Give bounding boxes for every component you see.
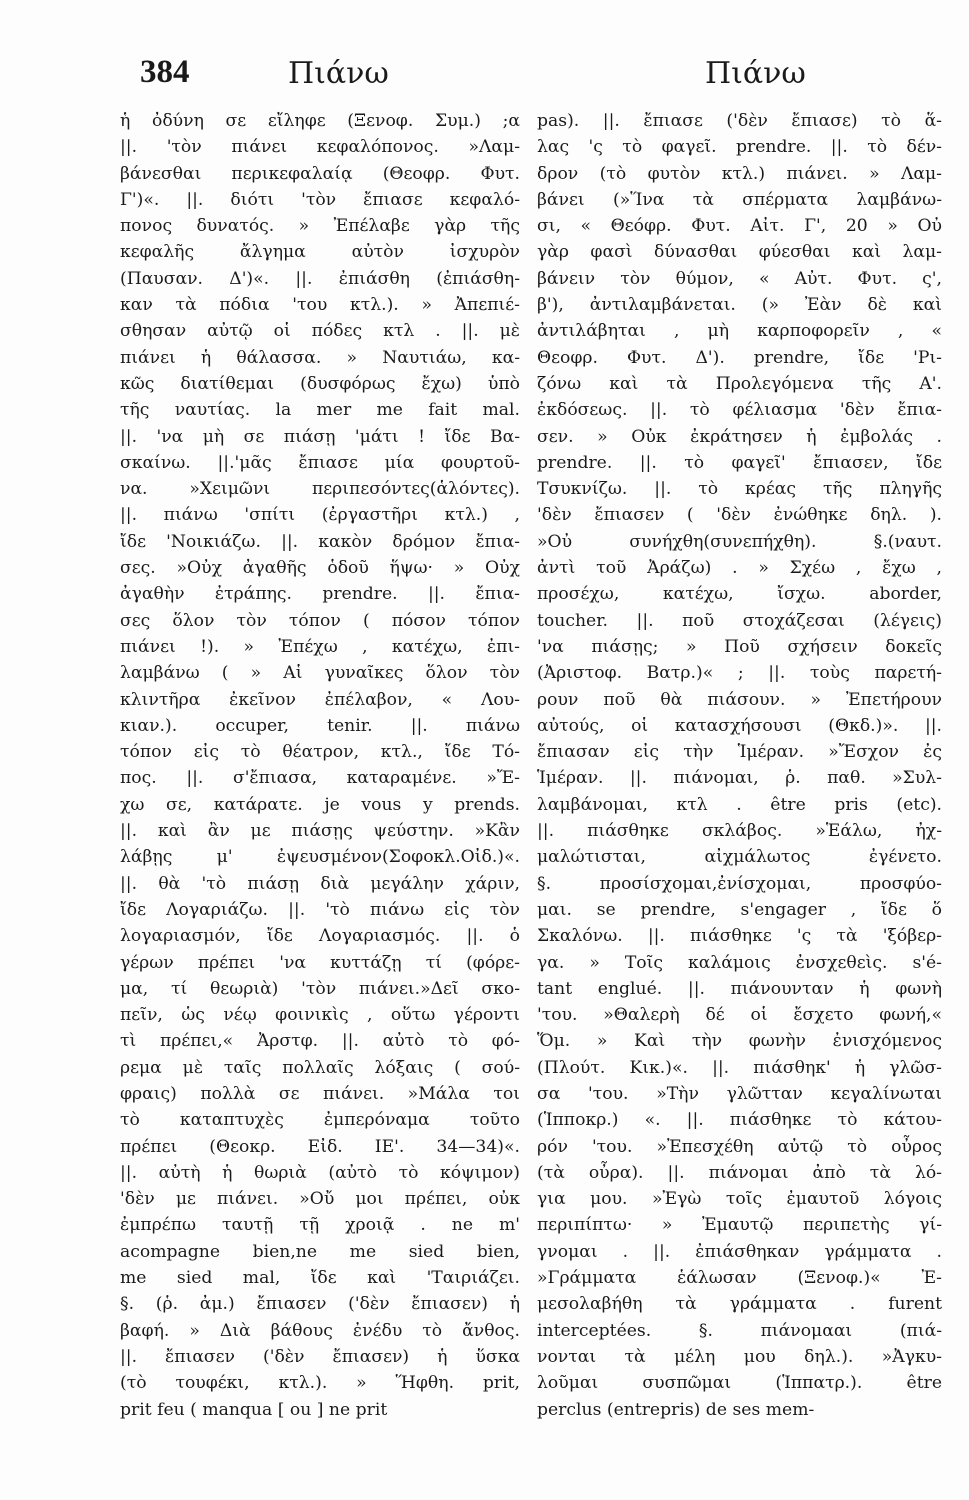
text-line: Σκαλόνω. ||. πιάσθηκε 'ς τὰ 'ξόβερ-	[537, 926, 942, 947]
page-number: 384	[140, 54, 190, 90]
text-line: λογαριασμόν, ἴδε Λογαριασμός. ||. ὁ	[120, 926, 520, 947]
text-line: acompagne bien,ne me sied bien,	[120, 1241, 520, 1262]
text-line: Γ')«. ||. διότι 'τὸν ἔπιασε κεφαλό-	[120, 189, 520, 210]
text-line: prit feu ( manqua [ ou ] ne prit	[120, 1399, 388, 1420]
text-line: καν τὰ πόδια 'του κτλ.). » Ἀπεπιέ-	[120, 295, 520, 316]
text-line: για μου. »Ἐγὼ τοῖς ἐμαυτοῦ λόγοις	[537, 1189, 942, 1210]
text-line: ||. 'να μὴ σε πιάσῃ 'μάτι ! ἴδε Βα-	[120, 426, 520, 447]
text-line: ||. ἔπιασεν ('δὲν ἔπιασεν) ἡ ὕσκα	[120, 1346, 520, 1367]
text-line: tant englué. ||. πιάνουνταν ἡ φωνὴ	[537, 978, 942, 999]
text-line: 'να πιάσῃς; » Ποῦ σχήσειν δοκεῖς	[537, 636, 942, 657]
text-line: σεν. » Οὐκ ἐκράτησεν ἡ ἐμβολάς .	[537, 426, 942, 447]
text-line: μεσολαβήθη τὰ γράμματα . furent	[537, 1294, 942, 1315]
text-line: (Ἱπποκρ.) «. ||. πιάσθηκε τὸ κάτου-	[537, 1110, 942, 1131]
text-line: ||. θὰ 'τὸ πιάσῃ διὰ μεγάλην χάριν,	[120, 873, 520, 894]
text-line: χω σε, κατάρατε. je vous y prends.	[120, 794, 520, 815]
text-line: ||. 'τὸν πιάνει κεφαλόπονος. »Λαμ-	[120, 137, 520, 158]
text-line: τῆς ναυτίας. la mer me fait mal.	[120, 400, 520, 421]
text-line: ἡ ὀδύνη σε εἴληφε (Ξενοφ. Συμ.) ;α	[120, 111, 520, 131]
text-line: λαμβάνομαι, κτλ . être pris (etc).	[537, 794, 942, 815]
text-line: ||. πιάνω 'σπίτι (ἐργαστῆρι κτλ.) ,	[120, 505, 520, 526]
text-line: γὰρ φασὶ δύνασθαι φύεσθαι καὶ λαμ-	[537, 242, 942, 263]
text-line: βαφή. » Διὰ βάθους ἐνέδυ τὸ ἄνθος.	[120, 1320, 520, 1341]
text-line: ρόν 'του. »Ἐπεσχέθη αὐτῷ τὸ οὖρος	[537, 1136, 942, 1157]
text-line: πρέπει (Θεοκρ. Εἰδ. ΙΕ'. 34—34)«.	[120, 1136, 520, 1157]
text-line: κεφαλῆς ἄλγημα αὐτὸν ἰσχυρὸν	[120, 242, 520, 263]
text-line: νονται τὰ μέλη μου δηλ.). »Ἀγκυ-	[537, 1346, 942, 1367]
text-line: »Οὐ συνήχθη(συνεπήχθη). §.(ναυτ.	[537, 531, 942, 552]
text-line: λας 'ς τὸ φαγεῖ. prendre. ||. τὸ δέν-	[537, 137, 942, 158]
text-line: πιάνει !). » Ἐπέχω , κατέχω, ἐπι-	[120, 636, 520, 657]
text-line: κιαν.). occuper, tenir. ||. πιάνω	[120, 715, 520, 736]
text-line: Τσυκνίζω. ||. τὸ κρέας τῆς πληγῆς	[537, 479, 942, 500]
text-line: πιάνει ἡ θάλασσα. » Ναυτιάω, κα-	[120, 347, 520, 368]
text-line: τὶ πρέπει,« Ἀρστφ. ||. αὐτὸ τὸ φό-	[120, 1031, 520, 1052]
text-line: σες. »Οὐχ ἀγαθῆς ὁδοῦ ἥψω· » Οὐχ	[120, 558, 520, 579]
left-text-column	[120, 108, 520, 1423]
text-line: ἴδε 'Νοικιάζω. ||. κακὸν δρόμον ἔπια-	[120, 531, 520, 552]
text-line: pas). ||. ἔπιασε ('δὲν ἔπιασε) τὸ ἅ-	[537, 111, 942, 131]
text-line: ||. πιάσθηκε σκλάβος. »Ἑάλω, ἠχ-	[537, 821, 942, 842]
text-line: toucher. ||. ποῦ στοχάζεσαι (λέγεις)	[537, 610, 942, 631]
text-line: (Πλούτ. Κικ.)«. ||. πιάσθηκ' ἡ γλῶσ-	[537, 1057, 942, 1078]
text-line: μαι. se prendre, s'engager , ἴδε ὅ	[537, 899, 942, 920]
text-line: αὐτούς, οἱ κατασχήσουσι (Θκδ.)». ||.	[537, 715, 942, 736]
right-text-column	[537, 108, 942, 1423]
text-line: πος. ||. σ'ἔπιασα, καταραμένε. »Ἔ-	[120, 768, 520, 789]
left-running-headword: Πιάνω	[288, 56, 389, 91]
text-line: (Ἀριστοφ. Βατρ.)« ; ||. τοὺς παρετή-	[537, 663, 942, 684]
text-line: μα, τί θεωριὰ) 'τὸν πιάνει.»Δεῖ σκο-	[120, 978, 520, 999]
text-line: (τὸ τουφέκι, κτλ.). » Ἥφθη. prit,	[120, 1373, 520, 1394]
text-line: ρεμα μὲ ταῖς πολλαῖς λόξαις ( σού-	[120, 1057, 520, 1078]
text-line: 'του. »Θαλερὴ δέ οἱ ἔσχετο φωνή,«	[537, 1005, 942, 1026]
text-line: σθησαν αὐτῷ οἱ πόδες κτλ . ||. μὲ	[120, 321, 520, 342]
text-line: (Παυσαν. Δ')«. ||. ἐπιάσθη (ἐπιάσθη-	[120, 268, 520, 289]
text-line: Ἱμέραν. ||. πιάνομαι, ῥ. παθ. »Συλ-	[537, 768, 942, 789]
text-line: γα. » Τοῖς καλάμοις ἐνσχεθεὶς. s'é-	[537, 952, 942, 973]
text-line: σι, « Θεόφρ. Φυτ. Αἰτ. Γ', 20 » Οὐ	[537, 216, 942, 237]
text-line: λοῦμαι συσπῶμαι (Ἱππατρ.). être	[537, 1373, 942, 1394]
text-line: ἐμπρέπω ταυτῇ τῇ χροιᾷ . ne m'	[120, 1215, 520, 1236]
text-line: perclus (entrepris) de ses mem-	[537, 1399, 815, 1420]
text-line: βάνεσθαι περικεφαλαίᾳ (Θεοφρ. Φυτ.	[120, 163, 520, 184]
page-header	[140, 54, 929, 98]
text-line: λαμβάνω ( » Αἱ γυναῖκες ὅλον τὸν	[120, 663, 520, 684]
text-line: §. προσίσχομαι,ἐνίσχομαι, προσφύο-	[537, 873, 942, 894]
text-line: γνομαι . ||. ἐπιάσθηκαν γράμματα .	[537, 1241, 942, 1262]
text-line: ἐκδόσεως. ||. τὸ φέλιασμα 'δὲν ἔπια-	[537, 400, 942, 421]
text-line: βάνειν τὸν θύμον, « Αὐτ. Φυτ. ς',	[537, 268, 942, 289]
text-line: prendre. ||. τὸ φαγεῖ' ἔπιασεν, ἴδε	[537, 452, 942, 473]
text-line: τόπον εἰς τὸ θέατρον, κτλ., ἴδε Τό-	[120, 742, 520, 763]
text-line: να. »Χειμῶνι περιπεσόντες(ἁλόντες).	[120, 479, 520, 500]
text-line: προσέχω, κατέχω, ἴσχω. aborder,	[537, 584, 942, 605]
text-line: φραις) πολλὰ σε πιάνει. »Μάλα τοι	[120, 1083, 520, 1104]
text-line: Ὅμ. » Καὶ τὴν φωνὴν ἐνισχόμενος	[537, 1031, 942, 1052]
text-line: 'δὲν με πιάνει. »Οὔ μοι πρέπει, οὐκ	[120, 1189, 520, 1210]
text-line: ἔπιασαν εἰς τὴν Ἱμέραν. »Ἔσχον ἐς	[537, 742, 942, 763]
text-line: Θεοφρ. Φυτ. Δ'). prendre, ἴδε 'Ρι-	[537, 347, 942, 368]
text-line: πονος δυνατός. » Ἐπέλαβε γὰρ τῆς	[120, 216, 520, 237]
text-line: §. (ῥ. ἀμ.) ἔπιασεν ('δὲν ἔπιασεν) ἡ	[120, 1294, 520, 1315]
text-line: ζόνω καὶ τὰ Προλεγόμενα τῆς Α'.	[537, 373, 942, 394]
text-line: ρουν ποῦ θὰ πιάσουν. » Ἐπετήρουν	[537, 689, 942, 710]
text-line: σες ὅλον τὸν τόπον ( πόσον τόπον	[120, 610, 520, 631]
text-line: κῶς διατίθεμαι (δυσφόρως ἔχω) ὑπὸ	[120, 373, 520, 394]
text-line: σκαίνω. ||.'μᾶς ἔπιασε μία φουρτοῦ-	[120, 452, 520, 473]
text-line: δρον (τὸ φυτὸν κτλ.) πιάνει. » Λαμ-	[537, 163, 942, 184]
text-line: ἀντιλάβηται , μὴ καρποφορεῖν , «	[537, 321, 942, 342]
text-line: λάβῃς μ' ἐψευσμένον(Σοφοκλ.Οἰδ.)«.	[120, 847, 520, 868]
text-line: ἀντὶ τοῦ Ἀράζω) . » Σχέω , ἔχω ,	[537, 558, 942, 579]
text-line: βάνει (»Ἵνα τὰ σπέρματα λαμβάνω-	[537, 189, 942, 210]
text-line: β'), ἀντιλαμβάνεται. (» Ἐὰν δὲ καὶ	[537, 295, 942, 316]
text-line: (τὰ οὖρα). ||. πιάνομαι ἀπὸ τὰ λό-	[537, 1162, 942, 1183]
text-line: ἀγαθὴν ἐτράπης. prendre. ||. ἔπια-	[120, 584, 520, 605]
right-running-headword: Πιάνω	[705, 56, 806, 91]
text-line: interceptées. §. πιάνομααι (πιά-	[537, 1320, 942, 1341]
text-line: ἴδε Λογαριάζω. ||. 'τὸ πιάνω εἰς τὸν	[120, 899, 520, 920]
text-line: ||. καὶ ἂν με πιάσῃς ψεύστην. »Κἂν	[120, 821, 520, 842]
text-line: me sied mal, ἴδε καὶ 'Ταιριάζει.	[120, 1268, 520, 1289]
text-line: ||. αὐτὴ ἡ θωριὰ (αὐτὸ τὸ κόψιμον)	[120, 1162, 520, 1183]
text-line: σα 'του. »Τὴν γλῶτταν κεγαλίνωται	[537, 1083, 942, 1104]
text-line: κλιντῆρα ἐκεῖνον ἐπέλαβον, « Λου-	[120, 689, 520, 710]
text-line: »Γράμματα ἑάλωσαν (Ξενοφ.)« Ἐ-	[537, 1268, 942, 1289]
text-line: τὸ καταπτυχὲς ἐμπερόναμα τοῦτο	[120, 1110, 520, 1131]
text-line: μαλώτισται, αἰχμάλωτος ἐγένετο.	[537, 847, 942, 868]
text-line: περιπίπτω· » Ἐμαυτῷ περιπετὴς γί-	[537, 1215, 942, 1236]
text-line: πεῖν, ὡς νέῳ φοινικὶς , οὕτω γέροντι	[120, 1005, 520, 1026]
text-line: γέρων πρέπει 'να κυττάζῃ τί (φόρε-	[120, 952, 520, 973]
text-line: 'δὲν ἔπιασεν ( 'δὲν ἐνώθηκε δηλ. ).	[537, 505, 942, 526]
